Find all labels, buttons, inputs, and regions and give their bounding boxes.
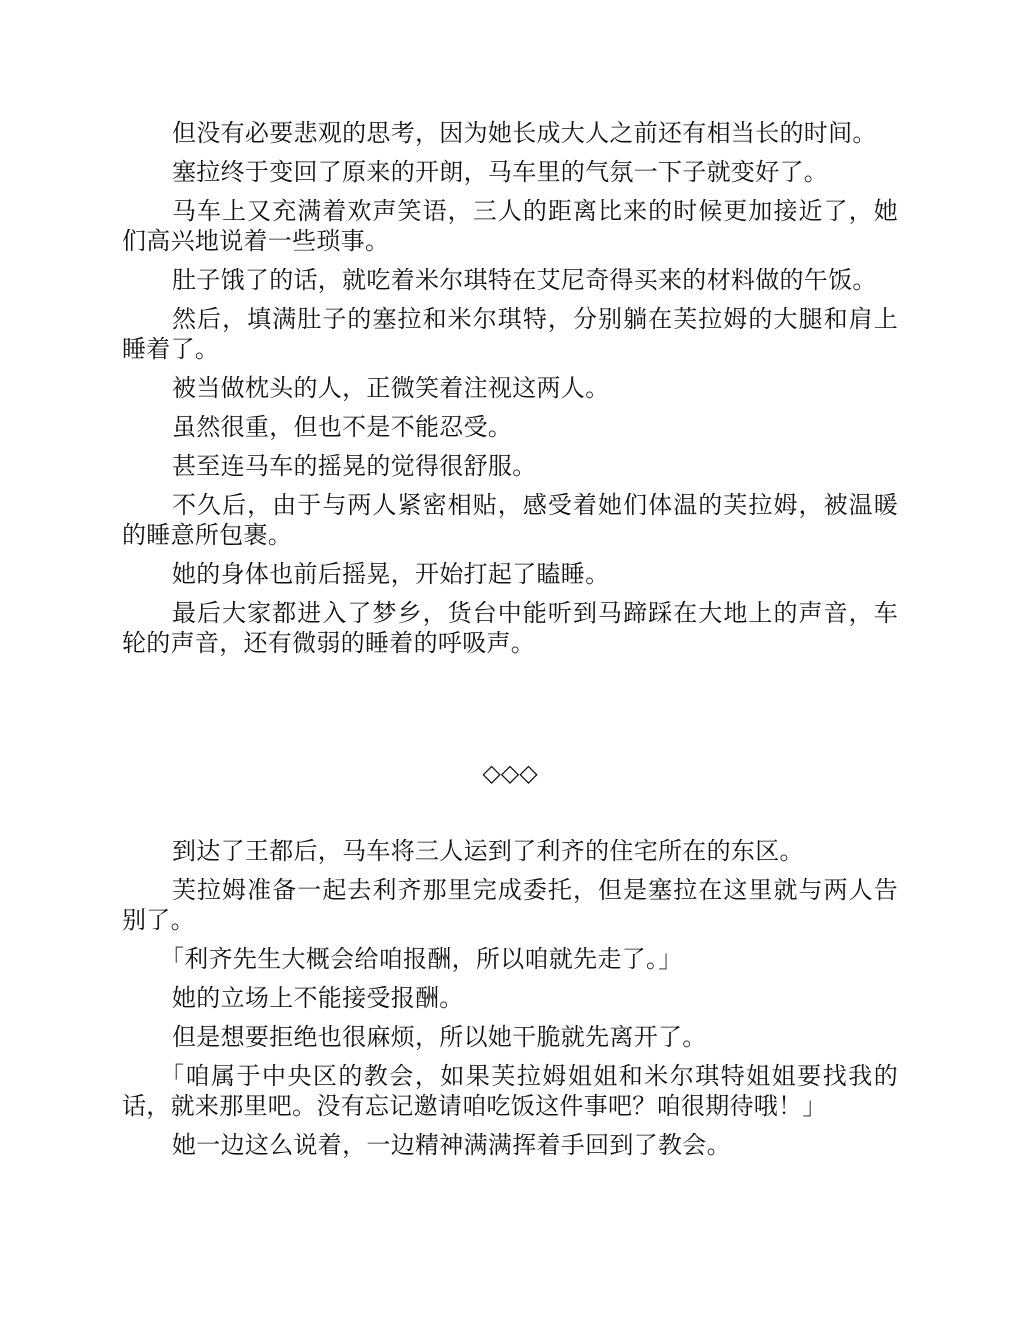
paragraph: 芙拉姆准备一起去利齐那里完成委托，但是塞拉在这里就与两人告别了。 — [122, 876, 898, 934]
paragraph: 但是想要拒绝也很麻烦，所以她干脆就先离开了。 — [172, 1023, 707, 1051]
dialogue-paragraph: 「咱属于中央区的教会，如果芙拉姆姐姐和米尔琪特姐姐要找我的话，就来那里吧。没有忘记邀请咱吃饭这件事吧？咱很期待哦！」 — [122, 1062, 898, 1120]
paragraph: 肚子饿了的话，就吃着米尔琪特在艾尼奇得买来的材料做的午饭。 — [172, 266, 877, 294]
scene-break-separator: ◇◇◇ — [482, 759, 538, 787]
paragraph: 最后大家都进入了梦乡，货台中能听到马蹄踩在大地上的声音，车轮的声音，还有微弱的睡着的呼吸声。 — [122, 599, 898, 657]
paragraph: 她的立场上不能接受报酬。 — [172, 984, 464, 1012]
paragraph: 然后，填满肚子的塞拉和米尔琪特，分别躺在芙拉姆的大腿和肩上睡着了。 — [122, 305, 898, 363]
paragraph: 到达了王都后，马车将三人运到了利齐的住宅所在的东区。 — [172, 837, 804, 865]
paragraph: 被当做枕头的人，正微笑着注视这两人。 — [172, 374, 610, 402]
text-section-after-break — [122, 836, 898, 1169]
paragraph: 虽然很重，但也不是不能忍受。 — [172, 413, 513, 441]
text-section-before-break — [122, 118, 898, 667]
document-page — [122, 0, 898, 1320]
paragraph: 她的身体也前后摇晃，开始打起了瞌睡。 — [172, 560, 610, 588]
dialogue-paragraph: 「利齐先生大概会给咱报酬，所以咱就先走了。」 — [160, 945, 683, 973]
paragraph: 塞拉终于变回了原来的开朗，马车里的气氛一下子就变好了。 — [172, 158, 829, 186]
paragraph: 马车上又充满着欢声笑语，三人的距离比来的时候更加接近了，她们高兴地说着一些琐事。 — [122, 197, 898, 255]
paragraph: 甚至连马车的摇晃的觉得很舒服。 — [172, 452, 537, 480]
paragraph: 她一边这么说着，一边精神满满挥着手回到了教会。 — [172, 1131, 731, 1159]
paragraph: 但没有必要悲观的思考，因为她长成大人之前还有相当长的时间。 — [172, 119, 877, 147]
paragraph: 不久后，由于与两人紧密相贴，感受着她们体温的芙拉姆，被温暖的睡意所包裹。 — [122, 491, 898, 549]
